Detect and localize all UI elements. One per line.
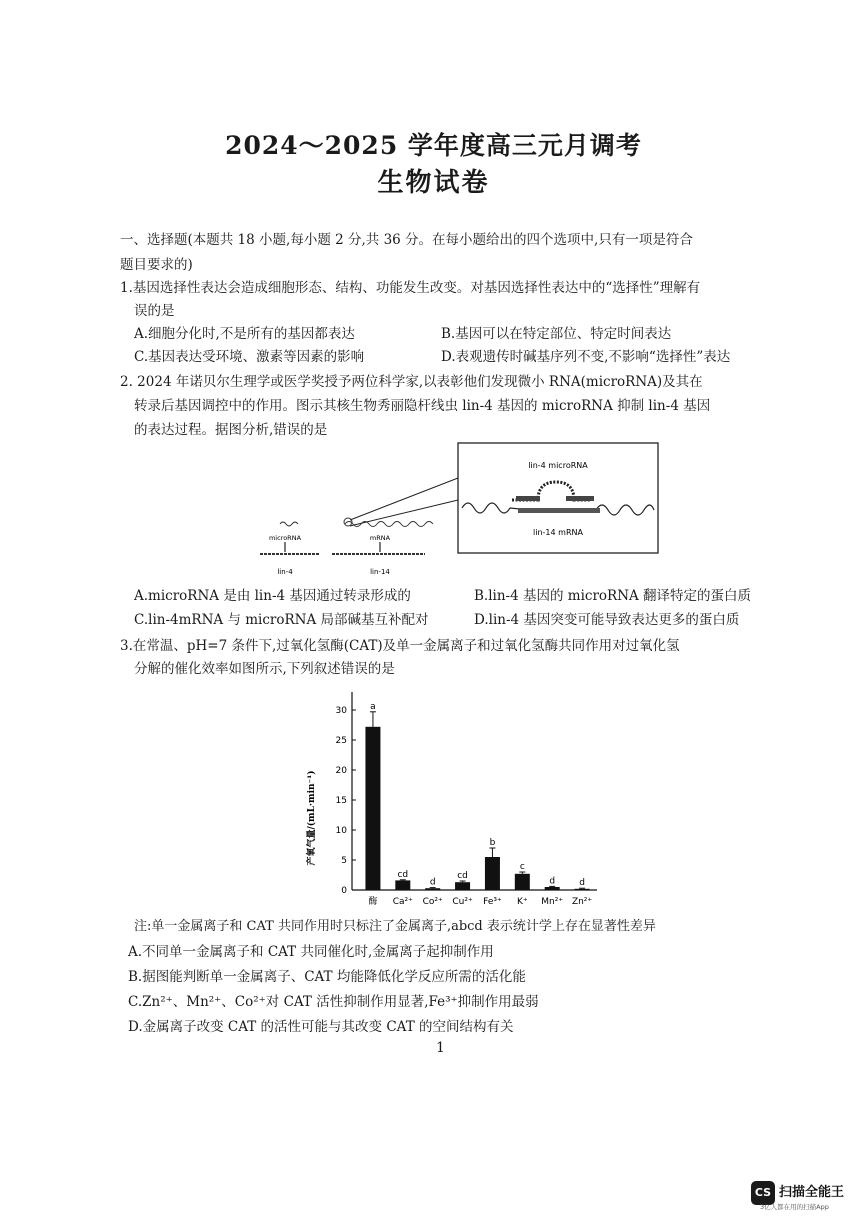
small-microrna-strand [280,522,298,526]
section-heading-line1: 一、选择题(本题共 18 小题,每小题 2 分,共 36 分。在每小题给出的四个选项中,只有一项是符合 [120,232,693,248]
q1-option-a: A.细胞分化时,不是所有的基因都表达 [134,326,355,342]
chart-bars [365,702,592,907]
box-bottom-label: lin-14 mRNA [533,528,583,537]
bar [545,887,560,890]
microrna-paired-right [566,496,594,501]
q1-option-c: C.基因表达受环境、激素等因素的影响 [134,349,365,365]
significance-label: cd [397,869,409,880]
microrna-diagram [250,438,670,580]
significance-label: d [579,878,585,889]
q3-option-c: C.Zn²⁺、Mn²⁺、Co²⁺对 CAT 活性抑制作用显著,Fe³⁺抑制作用最弱 [128,994,539,1010]
exam-title: 2024～2025 学年度高三元月调考 [225,131,642,160]
x-tick-label: Fe³⁺ [483,897,502,907]
exam-subject: 生物试卷 [377,168,490,198]
q1-stem-line1: 1.基因选择性表达会造成细胞形态、结构、功能发生改变。对基因选择性表达中的“选择性”理解有 [120,280,701,296]
q3-stem-line2: 分解的催化效率如图所示,下列叙述错误的是 [134,661,395,677]
significance-label: cd [457,871,468,881]
significance-label: a [370,701,376,712]
page-number: 1 [436,1040,445,1056]
bar [575,889,590,890]
significance-label: d [429,877,436,888]
y-tick-label: 30 [335,706,347,716]
camscanner-brand: 扫描全能王 [779,1185,845,1200]
x-tick-label: 酶 [368,897,378,907]
x-tick-label: Co²⁺ [422,897,443,907]
bar [365,727,380,890]
q3-option-a: A.不同单一金属离子和 CAT 共同催化时,金属离子起抑制作用 [128,944,494,960]
lin14-gene-label: lin-14 [370,568,390,576]
connector-line-top [350,478,458,520]
significance-label: b [489,838,496,848]
box-top-label: lin-4 microRNA [528,461,588,470]
x-tick-label: Cu²⁺ [452,897,473,907]
q2-stem-line3: 的表达过程。据图分析,错误的是 [134,422,328,438]
q2-stem-line2: 转录后基因调控中的作用。图示其核生物秀丽隐杆线虫 lin-4 基因的 microRNA 抑制 lin-4 基因 [134,398,711,414]
camscanner-tagline: 3亿人都在用的扫描App [760,1203,829,1211]
section-heading-line2: 题目要求的) [120,257,193,273]
q2-option-a: A.microRNA 是由 lin-4 基因通过转录形成的 [134,588,411,604]
catalysis-bar-chart [292,683,612,913]
bar [455,882,470,890]
significance-label: d [549,876,556,887]
small-microrna-label: microRNA [268,534,302,542]
q2-option-c: C.lin-4mRNA 与 microRNA 局部碱基互补配对 [134,612,429,628]
q2-option-d: D.lin-4 基因突变可能导致表达更多的蛋白质 [474,612,740,628]
y-axis-label: 产氧气量/(mL·min⁻¹) [307,770,317,866]
q3-stem-line1: 3.在常温、pH=7 条件下,过氧化氢酶(CAT)及单一金属离子和过氧化氢酶共同作用对过氧化氢 [120,638,680,654]
y-tick-label: 5 [341,856,347,866]
bar [515,874,530,890]
x-tick-label: Mn²⁺ [541,897,564,907]
y-tick-label: 25 [335,736,347,746]
significance-label: c [519,862,525,872]
pairing-region [518,508,600,513]
q3-option-d: D.金属离子改变 CAT 的活性可能与其改变 CAT 的空间结构有关 [128,1019,514,1035]
q2-option-b: B.lin-4 基因的 microRNA 翻译特定的蛋白质 [474,588,752,604]
microrna-paired-left [516,496,540,501]
q3-option-b: B.据图能判断单一金属离子、CAT 均能降低化学反应所需的活化能 [128,969,526,985]
x-tick-label: Zn²⁺ [571,897,593,907]
y-tick-label: 15 [335,796,347,806]
x-tick-label: Ca²⁺ [392,897,413,907]
x-tick-label: K⁺ [516,897,528,907]
q2-stem-line1: 2. 2024 年诺贝尔生理学或医学奖授予两位科学家,以表彰他们发现微小 RNA(microRNA)及其在 [120,374,703,390]
camscanner-logo: CS [751,1181,775,1205]
bar [395,880,410,890]
q3-note: 注:单一金属离子和 CAT 共同作用时只标注了金属离子,abcd 表示统计学上存在显著性差异 [134,919,656,934]
y-tick-label: 10 [335,826,347,836]
y-tick-label: 20 [335,766,347,776]
lin4-gene-label: lin-4 [277,568,293,576]
q1-option-b: B.基因可以在特定部位、特定时间表达 [441,326,672,342]
bar [485,857,500,890]
small-mrna-label: mRNA [369,534,391,542]
q1-option-d: D.表观遗传时碱基序列不变,不影响“选择性”表达 [441,349,731,365]
q1-stem-line2: 误的是 [134,303,175,319]
y-tick-label: 0 [341,886,347,896]
bar [425,888,440,890]
